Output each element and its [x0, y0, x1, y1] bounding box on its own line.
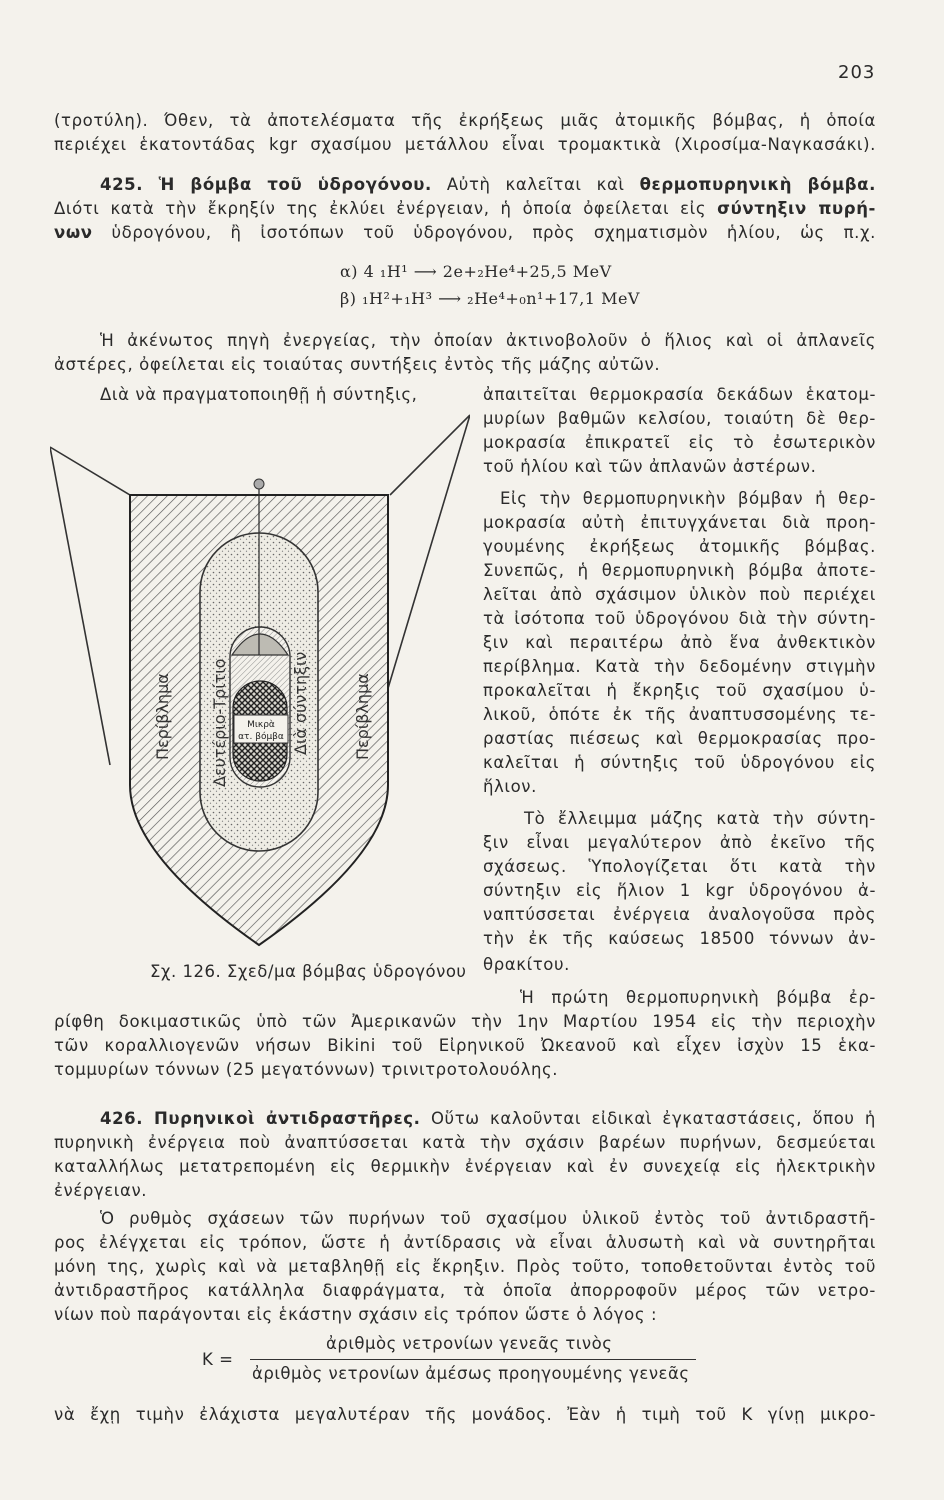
text-line: Ἡ πρώτη θερμοπυρηνικὴ βόμβα ἐρ-	[520, 988, 876, 1007]
text-line: ρος ἐλέγχεται εἰς τρόπον, ὥστε ἡ ἀντίδρασις νὰ εἶναι ἁλυσωτὴ καὶ νὰ συντηρῆται	[54, 1233, 876, 1252]
section-425-line	[100, 174, 876, 196]
section-426-heading: 426. Πυρηνικοὶ ἀντιδραστῆρες.	[100, 1109, 421, 1128]
text-line: ἥλιον.	[483, 777, 537, 796]
k-symbol: K =	[202, 1350, 234, 1369]
bold-term: νων	[54, 223, 93, 242]
text-line: Διὰ νὰ πραγματοποιηθῇ ἡ σύντηξις,	[100, 385, 418, 404]
k-numerator: ἀριθμὸς νετρονίων γενεᾶς τινὸς	[326, 1334, 613, 1353]
text-line: περίβλημα. Κατὰ τὴν δεδομένην στιγμὴν	[483, 657, 876, 676]
text-line: θρακίτου.	[483, 955, 570, 974]
section-426-line	[100, 1108, 876, 1130]
k-denominator: ἀριθμὸς νετρονίων ἀμέσως προηγουμένης γενεᾶς	[252, 1364, 690, 1383]
shell-label-right: Περίβλημα	[353, 673, 372, 760]
text-line: Εἰς τὴν θερμοπυρηνικὴν βόμβαν ἡ θερ-	[500, 489, 876, 508]
shell-label-left: Περίβλημα	[153, 673, 172, 760]
fraction-bar	[250, 1359, 696, 1360]
text-line: Συνεπῶς, ἡ θερμοπυρηνικὴ βόμβα ἀποτε-	[483, 561, 876, 580]
text-line	[54, 198, 876, 220]
text-line: (τροτύλη). Όθεν, τὰ ἀποτελέσματα τῆς ἐκρήξεως μιᾶς ἀτομικῆς βόμβας, ἡ ὁποία	[54, 111, 876, 130]
text-line: ἀστέρες, ὀφείλεται εἰς τοιαύτας συντήξεις ἐντὸς τῆς μάζης αὐτῶν.	[54, 355, 661, 374]
text-line: μόνη της, χωρὶς καὶ νὰ μεταβληθῇ εἰς ἔκρηξιν. Πρὸς τοῦτο, τοποθετοῦνται ἐντὸς τοῦ	[54, 1257, 876, 1276]
text-line: περιέχει ἑκατοντάδας kgr σχασίμου μετάλλου εἶναι τρομακτικὰ (Χιροσίμα-Ναγκασάκι).	[54, 135, 876, 154]
text-line: τὰ ἰσότοπα τοῦ ὑδρογόνου διὰ τὴν σύντη-	[483, 609, 876, 628]
text-span: Αὐτὴ καλεῖται καὶ	[446, 175, 625, 194]
text-line: προκαλεῖται ἡ ἔκρηξις τοῦ σχασίμου ὑ-	[483, 681, 876, 700]
text-line: ξιν εἶναι μεγαλύτερον ἀπὸ ἐκεῖνο τῆς	[483, 833, 876, 852]
fin-left	[50, 447, 130, 495]
deuterium-label: Δευτέριο-Τρίτιο	[210, 658, 229, 787]
text-span: ὑδρογόνου, ἢ ἰσοτόπων τοῦ ὑδρογόνου, πρὸς σχηματισμὸν ἡλίου, ὡς π.χ.	[111, 223, 876, 242]
page-number: 203	[838, 62, 876, 83]
section-425-heading: 425. Ἡ βόμβα τοῦ ὑδρογόνου.	[100, 175, 432, 194]
text-line: τομμυρίων τόννων (25 μεγατόννων) τρινιτροτολουόλης.	[54, 1060, 559, 1079]
text-line: μυρίων βαθμῶν κελσίου, τοιαύτη δὲ θερ-	[483, 409, 876, 428]
fusion-label: Διὰ σύντηξιν	[291, 651, 310, 755]
detonator-knob	[254, 479, 264, 489]
bold-term: σύντηξιν πυρή-	[717, 199, 876, 218]
text-line: ρίφθη δοκιμαστικῶς ὑπὸ τῶν Ἀμερικανῶν τὴν 1ην Μαρτίου 1954 εἰς τὴν περιοχὴν	[54, 1012, 876, 1031]
text-line: Ὁ ρυθμὸς σχάσεων τῶν πυρήνων τοῦ σχασίμου ὑλικοῦ ἐντὸς τοῦ ἀντιδραστῆ-	[100, 1209, 876, 1228]
text-line: μοκρασία ἐπικρατεῖ εἰς τὸ ἐσωτερικὸν	[483, 433, 876, 452]
text-line: σχάσεως. Ὑπολογίζεται ὅτι κατὰ τὴν	[483, 857, 876, 876]
text-line: ξιν καὶ περαιτέρω ἀπὸ ἕνα ἀνθεκτικὸν	[483, 633, 876, 652]
text-line: γουμένης ἐκρήξεως ἀτομικῆς βόμβας.	[483, 537, 876, 556]
text-line	[54, 222, 876, 244]
small-bomb-label-2: ατ. βόμβα	[238, 732, 284, 742]
text-line: νὰ ἔχῃ τιμὴν ἐλάχιστα μεγαλυτέραν τῆς μονάδος. Ἐὰν ἡ τιμὴ τοῦ K γίνῃ μικρο-	[54, 1405, 876, 1424]
figure-caption: Σχ. 126. Σχεδ/μα βόμβας ὑδρογόνου	[150, 962, 467, 981]
text-line: λεῖται ἀπὸ σχάσιμον ὑλικὸν ποὺ περιέχει	[483, 585, 876, 604]
text-line: καλεῖται ἡ σύντηξις τοῦ ὑδρογόνου εἰς	[483, 753, 876, 772]
bold-term: θερμοπυρηνικὴ βόμβα.	[639, 175, 876, 194]
formula-beta: β) ₁H²+₁H³ ⟶ ₂He⁴+₀n¹+17,1 MeV	[340, 289, 640, 308]
text-line: ἐνέργειαν.	[54, 1181, 148, 1200]
text-line: μοκρασία αὐτὴ ἐπιτυγχάνεται διὰ προη-	[483, 513, 876, 532]
text-line: ἀπαιτεῖται θερμοκρασία δεκάδων ἑκατομ-	[483, 385, 876, 404]
text-span: Οὕτω καλοῦνται εἰδικαὶ ἐγκαταστάσεις, ὅπου ἡ	[430, 1109, 876, 1128]
text-line: ναπτύσσεται ἐνέργεια ἀναλογοῦσα πρὸς	[483, 905, 876, 924]
formula-alpha: α) 4 ₁H¹ ⟶ 2e+₂He⁴+25,5 MeV	[340, 262, 612, 281]
small-bomb-label-1: Μικρὰ	[247, 720, 275, 730]
text-line: ραστίας πιέσεως καὶ θερμοκρασίας προ-	[483, 729, 876, 748]
text-line: νίων ποὺ παράγονται εἰς ἑκάστην σχάσιν εἰς τρόπον ὥστε ὁ λόγος :	[54, 1305, 658, 1324]
text-line: τῶν κοραλλιογενῶν νήσων Bikini τοῦ Εἰρηνικοῦ Ὠκεανοῦ καὶ εἶχεν ἰσχὺν 15 ἑκα-	[54, 1036, 876, 1055]
text-line: Ἡ ἀκένωτος πηγὴ ἐνεργείας, τὴν ὁποίαν ἀκτινοβολοῦν ὁ ἥλιος καὶ οἱ ἀπλανεῖς	[100, 331, 876, 350]
text-line: τοῦ ἡλίου καὶ τῶν ἀπλανῶν ἀστέρων.	[483, 457, 817, 476]
fin-left-edge	[50, 447, 110, 765]
text-span: Διότι κατὰ τὴν ἔκρηξίν της ἐκλύει ἐνέργειαν, ἡ ὁποία ὀφείλεται εἰς	[54, 199, 707, 218]
text-line: πυρηνικὴ ἐνέργεια ποὺ ἀναπτύσσεται κατὰ τὴν σχάσιν βαρέων πυρήνων, δεσμεύεται	[54, 1133, 876, 1152]
text-line: λικοῦ, ὁπότε ἐκ τῆς ἀναπτυσσομένης τε-	[483, 705, 876, 724]
text-line: ἀντιδραστῆρος κατάλληλα διαφράγματα, τὰ ὁποῖα ἀπορροφοῦν μέρος τῶν νετρο-	[54, 1281, 876, 1300]
text-line: Τὸ ἔλλειμμα μάζης κατὰ τὴν σύντη-	[524, 809, 876, 828]
text-line: τὴν ἐκ τῆς καύσεως 18500 τόννων ἀν-	[483, 929, 876, 948]
text-line: καταλλήλως μετατρεπομένη εἰς θερμικὴν ἐνέργειαν καὶ ἐν συνεχείᾳ εἰς ἠλεκτρικὴν	[54, 1157, 876, 1176]
text-line: σύντηξιν εἰς ἥλιον 1 kgr ὑδρογόνου ἀ-	[483, 881, 876, 900]
hydrogen-bomb-diagram	[50, 385, 470, 960]
